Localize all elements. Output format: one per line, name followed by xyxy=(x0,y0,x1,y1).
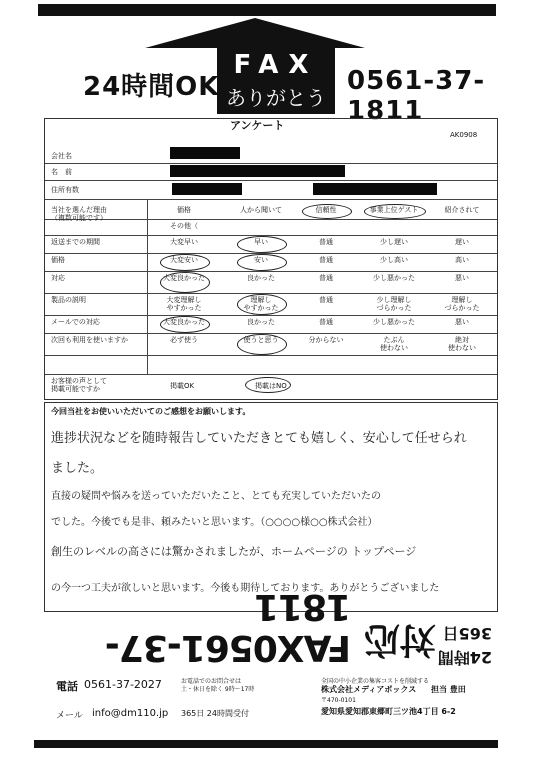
survey-title: アンケート xyxy=(230,119,285,132)
fax-label: FAX xyxy=(233,50,319,80)
row-label: メールでの対応 xyxy=(51,318,100,326)
rating-option[interactable]: 高い xyxy=(455,256,469,264)
rating-option[interactable]: 価格 xyxy=(177,206,191,214)
redacted-address-2 xyxy=(313,183,437,195)
rating-option[interactable]: 悪い xyxy=(455,318,469,326)
comment-prompt: 今回当社をお使いいただいてのご感想をお願いします。 xyxy=(51,407,251,416)
footer-contact xyxy=(56,676,496,724)
rating-option[interactable]: たぶん 使わない xyxy=(380,336,408,352)
rating-option[interactable]: 信頼性 xyxy=(315,206,337,214)
redacted-address-1 xyxy=(172,183,242,195)
rating-option[interactable]: 大変安い xyxy=(170,256,198,264)
rating-option[interactable]: 少し理解し づらかった xyxy=(376,296,412,312)
rating-option[interactable]: 少し悪かった xyxy=(373,274,415,282)
rating-option[interactable]: 必ず使う xyxy=(170,336,198,344)
tel-label: 電話 xyxy=(56,680,78,693)
row-label: 対応 xyxy=(51,274,65,282)
publish-ok[interactable]: 掲載OK xyxy=(170,382,195,390)
redacted-name xyxy=(170,165,345,177)
rating-option[interactable]: 大変良かった xyxy=(163,318,205,326)
footer-taiou: 対応 xyxy=(363,619,436,660)
fax-box xyxy=(217,46,335,114)
answer-circle xyxy=(160,272,210,293)
row-label: 製品の説明 xyxy=(51,296,86,304)
company-name: 株式会社メディアボックス xyxy=(321,685,417,694)
tel-note-1: お電話でのお問合せは xyxy=(181,678,242,685)
rating-option[interactable]: 分からない xyxy=(308,336,344,344)
company-tagline: 全国の中小企業の集客コストを削減する xyxy=(321,678,430,685)
rating-option[interactable]: 事業上位ゲスト xyxy=(369,206,419,214)
answer-circle xyxy=(160,316,210,333)
24h-ok-text: 24時間OK xyxy=(83,72,220,102)
rating-option[interactable]: 絶対 使わない xyxy=(448,336,476,352)
rating-option[interactable]: 安い xyxy=(254,256,268,264)
row-label: 当社を選んだ理由 （複数可能です） xyxy=(51,206,107,222)
company-label: 会社名 xyxy=(51,152,72,160)
comment-line-4: でした。今後でも是非、頼みたいと思います。（○○○○様○○株式会社） xyxy=(51,517,378,528)
name-label: 名 前 xyxy=(51,168,72,176)
rating-option[interactable]: 紹介されて xyxy=(444,206,480,214)
rating-option[interactable]: 普通 xyxy=(319,256,333,264)
row-label: 価格 xyxy=(51,256,65,264)
rating-option[interactable]: 早い xyxy=(254,238,268,246)
redacted-company xyxy=(170,147,240,159)
answer-circle xyxy=(237,254,287,271)
footer-days: 365日 xyxy=(442,624,492,643)
tel-note-2: 土・休日を除く 9時〜17時 xyxy=(181,686,255,693)
mail-note: 365日 24時間受付 xyxy=(181,709,249,718)
rating-option[interactable]: 普通 xyxy=(319,238,333,246)
publish-no[interactable]: 掲載はNO xyxy=(255,382,287,390)
rating-option[interactable]: 理解し やすかった xyxy=(243,296,279,312)
postal-code: 〒470-0101 xyxy=(321,697,356,704)
rating-option[interactable]: 良かった xyxy=(247,274,275,282)
rating-option[interactable]: 理解し づらかった xyxy=(444,296,480,312)
rating-option[interactable]: 使うと思う xyxy=(243,336,279,344)
footer-hours: 24時間 xyxy=(437,648,492,667)
rating-option[interactable]: 遅い xyxy=(455,238,469,246)
row-label: 次回も利用を使いますか xyxy=(51,336,128,344)
comment-line-3: 直接の疑問や悩みを送っていただいたこと、とても充実していただいたの xyxy=(51,491,381,502)
answer-circle xyxy=(364,204,426,219)
rating-option[interactable]: 良かった xyxy=(247,318,275,326)
survey-code: AK0908 xyxy=(450,131,478,139)
arrow-up-icon xyxy=(145,18,365,48)
comment-box xyxy=(44,402,498,612)
fax-number: 0561-37-1811 xyxy=(347,66,486,126)
comment-line-1: 進捗状況などを随時報告していただきとても嬉しく、安心して任せられ xyxy=(51,431,467,446)
survey-form xyxy=(44,118,498,400)
mail-address[interactable]: info@dm110.jp xyxy=(92,708,169,719)
answer-circle xyxy=(302,204,352,219)
rating-option[interactable]: 少し遅い xyxy=(380,238,408,246)
rating-option[interactable]: 普通 xyxy=(319,274,333,282)
answer-circle xyxy=(237,334,287,355)
rating-option[interactable]: 悪い xyxy=(455,274,469,282)
rating-option[interactable]: 大変理解し やすかった xyxy=(166,296,202,312)
footer-fax-big: FAX0561-37-1811 xyxy=(105,586,351,668)
rating-option[interactable]: その他（ xyxy=(170,222,198,230)
thanks-text: ありがとう xyxy=(226,86,326,110)
comment-line-6: の今一つ工夫が欲しいと思います。今後も期待しております。ありがとうございました xyxy=(51,583,440,594)
company-address: 愛知県愛知郡東郷町三ツ池4丁目 6-2 xyxy=(321,707,456,716)
rating-option[interactable]: 普通 xyxy=(319,296,333,304)
contact-person: 担当 豊田 xyxy=(431,685,466,694)
answer-circle xyxy=(237,294,287,315)
rating-option[interactable]: 少し悪かった xyxy=(373,318,415,326)
top-border xyxy=(38,4,496,16)
address-label: 住所有数 xyxy=(51,186,79,194)
answer-circle xyxy=(160,254,210,271)
rating-option[interactable]: 少し高い xyxy=(380,256,408,264)
answer-circle xyxy=(237,236,287,253)
rating-option[interactable]: 大変良かった xyxy=(163,274,205,282)
publish-label: お客様の声として 掲載可能ですか xyxy=(51,377,107,393)
comment-line-2: ました。 xyxy=(51,461,104,476)
rating-option[interactable]: 人から聞いて xyxy=(240,206,282,214)
rating-option[interactable]: 普通 xyxy=(319,318,333,326)
bottom-border xyxy=(34,740,498,748)
publish-mark xyxy=(245,377,291,393)
comment-line-5: 創生のレベルの高さには驚かされましたが、ホームページの トップページ xyxy=(51,545,417,558)
rating-option[interactable]: 大変早い xyxy=(170,238,198,246)
tel-number[interactable]: 0561-37-2027 xyxy=(84,678,162,691)
row-label: 返送までの期間 xyxy=(51,238,100,246)
mail-label: メール xyxy=(56,711,83,721)
